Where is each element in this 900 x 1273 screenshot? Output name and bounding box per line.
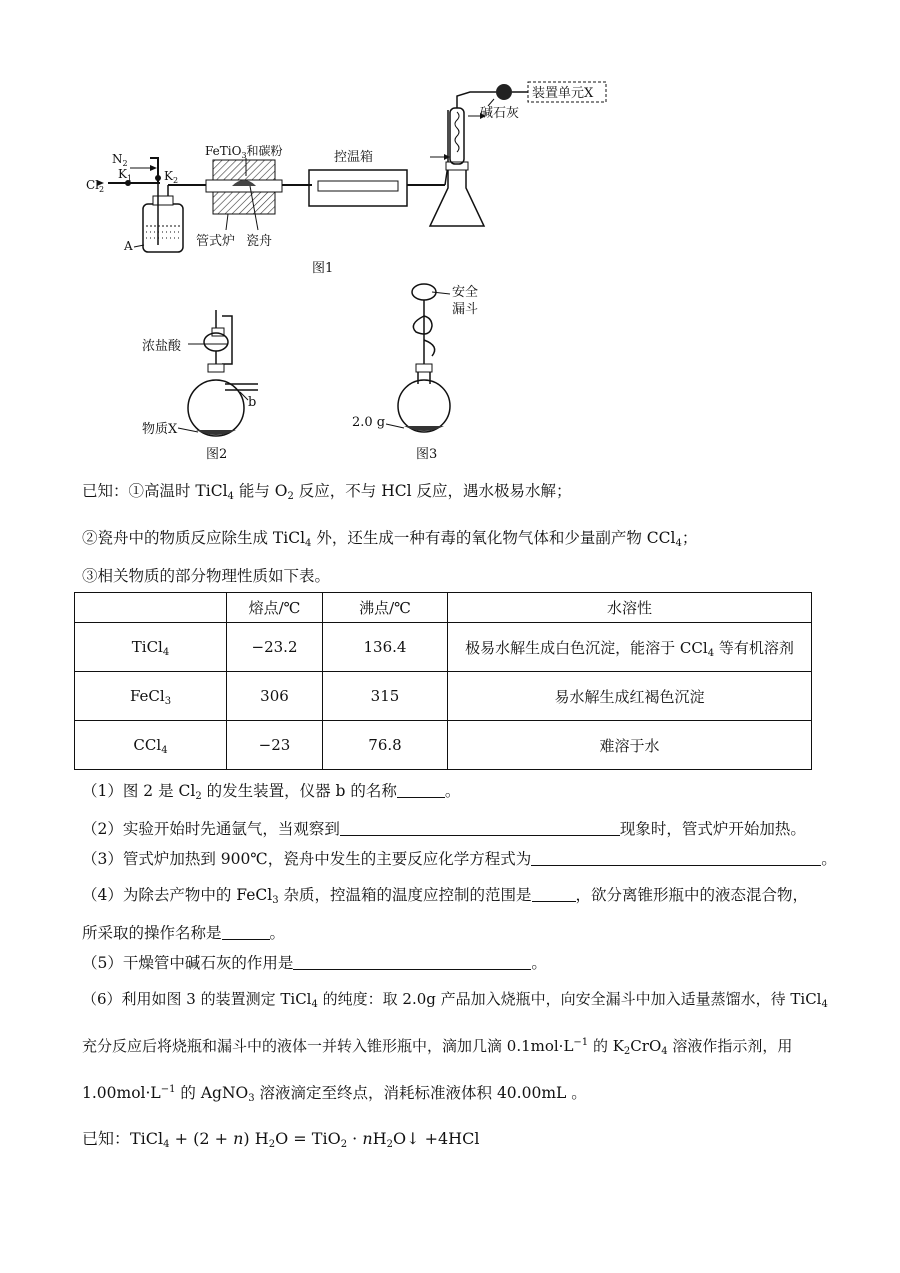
bottle-a [143,204,183,252]
label-reactants: FeTiO$_3$和碳粉 [205,144,283,160]
label-soda-lime: 碱石灰 [480,106,520,121]
question-6-line3: $1.00mol\cdot L^{-1}$ 的 AgNO$_3$ 溶液滴定至终点，消耗标准液体积 40.00mL 。 [82,1084,587,1104]
answer-blank[interactable] [531,851,821,866]
figure-2-3 [0,280,900,470]
caption-fig3: 图3 [416,447,438,462]
answer-blank[interactable] [293,955,531,970]
header-mp: 熔点/℃ [227,593,323,623]
properties-table [74,592,812,770]
figure-1 [0,0,900,290]
drying-tube-soda-lime [496,84,512,100]
conical-flask [430,168,484,226]
label-k1: $K_1$ [118,167,133,183]
temperature-box [309,170,407,206]
question-5: （5）干燥管中碱石灰的作用是 。 [82,954,547,972]
answer-blank[interactable] [532,887,576,902]
round-bottom-flask [188,380,244,436]
label-funnel-2: 漏斗 [452,302,479,317]
label-a: A [124,239,133,253]
answer-blank[interactable] [222,925,270,940]
label-cl2: $Cl_2$ [86,178,105,194]
header-bp: 沸点/℃ [323,593,448,623]
answer-blank[interactable] [340,821,620,836]
label-k2: $K_2$ [164,169,179,185]
known-2: ②瓷舟中的物质反应除生成 TiCl$_4$ 外，还生成一种有毒的氧化物气体和少量副产物 CCl$_4$； [82,529,698,549]
question-2: （2）实验开始时先通氩气，当观察到 现象时，管式炉开始加热。 [82,820,806,838]
flask-fig3 [398,380,450,432]
label-acid: 浓盐酸 [142,339,182,354]
known-1: 已知：①高温时 TiCl$_4$ 能与 $O_2$ 反应，不与 HCl 反应，遇水极易水解； [82,482,572,502]
known-3: ③相关物质的部分物理性质如下表。 [82,567,331,585]
label-boat: 瓷舟 [246,234,273,249]
label-substance-x: 物质X [142,422,178,437]
table-row: TiCl$_4$ −23.2 136.4 极易水解生成白色沉淀，能溶于 CCl$_4$ 等有机溶剂 [75,623,812,672]
label-unit-x: 装置单元X [532,86,594,101]
question-6-line1: （6）利用如图 3 的装置测定 TiCl$_4$ 的纯度：取 2.0g 产品加入烧瓶中，向安全漏斗中加入适量蒸馏水，待 TiCl$_4$ [82,990,828,1010]
question-4-line2: 所采取的操作名称是 。 [82,924,286,942]
valve-k2-icon [155,175,161,181]
label-funnel-1: 安全 [452,285,479,300]
question-3: （3）管式炉加热到 900℃，瓷舟中发生的主要反应化学方程式为 。 [82,850,837,868]
label-temp-box: 控温箱 [334,150,374,165]
label-n2: $N_2$ [112,152,128,168]
caption-fig2: 图2 [206,447,228,462]
question-4: （4）为除去产物中的 FeCl$_3$ 杂质，控温箱的温度应控制的范围是 ，欲分离锥形瓶中的液态混合物， [82,886,809,906]
question-6-line2: 充分反应后将烧瓶和漏斗中的液体一并转入锥形瓶中，滴加几滴 $0.1mol\cdot L^{-1}$ 的 $K_2CrO_4$ 溶液作指示剂，用 [82,1037,793,1057]
label-b: b [248,395,257,410]
caption-fig1: 图1 [312,261,334,276]
header-solubility: 水溶性 [448,593,812,623]
answer-blank[interactable] [397,783,445,798]
table-header-row [75,593,812,623]
label-mass: 2.0 g [352,415,386,430]
known-equation: 已知：TiCl$_4$ + (2 + n) $H_2O = TiO_2$ · $nH_2O↓ +4HCl$ [82,1129,480,1150]
label-furnace: 管式炉 [196,234,236,249]
table-row: FeCl$_3$ 306 315 易水解生成红褐色沉淀 [75,672,812,721]
question-1: （1）图 2 是 $Cl_2$ 的发生装置，仪器 b 的名称 。 [82,782,461,802]
table-row: CCl$_4$ −23 76.8 难溶于水 [75,721,812,770]
